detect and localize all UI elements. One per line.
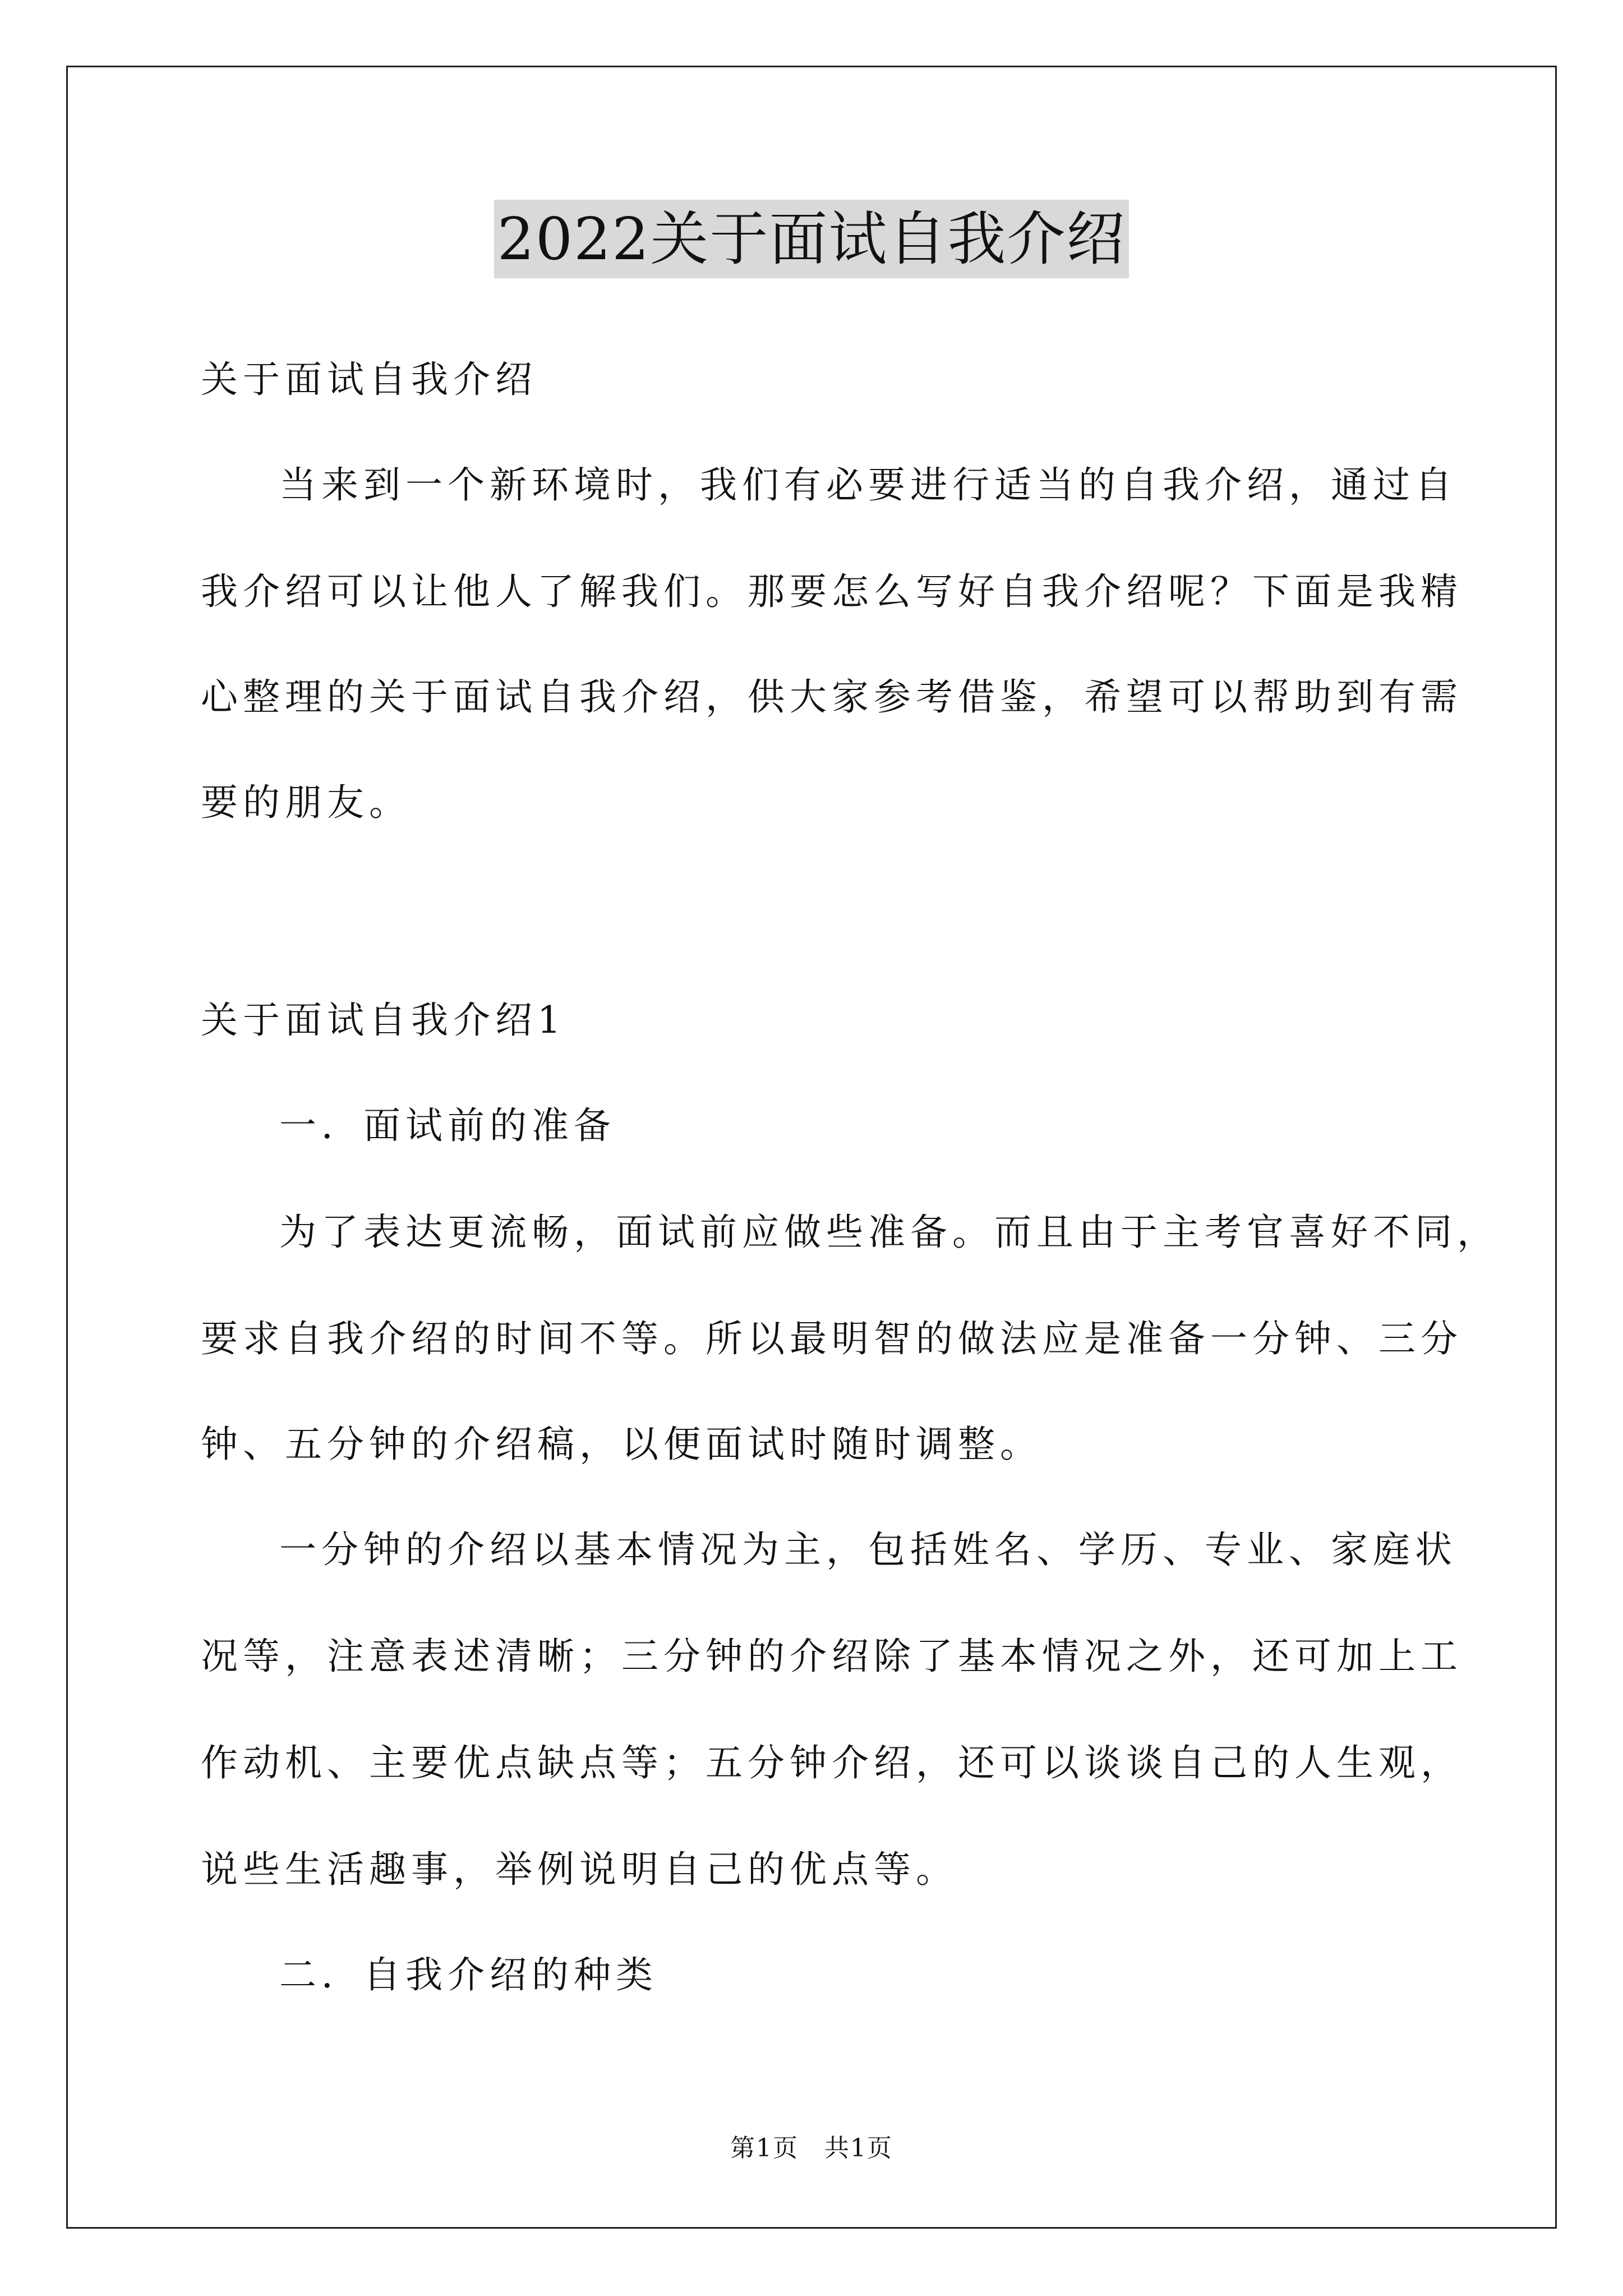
subsection-heading: 二．自我介绍的种类	[279, 1953, 658, 1996]
paragraph-line: 况等，注意表述清晰；三分钟的介绍除了基本情况之外，还可加上工	[201, 1635, 1463, 1678]
paragraph-line: 我介绍可以让他人了解我们。那要怎么写好自我介绍呢？下面是我精	[201, 570, 1463, 613]
paragraph-line: 心整理的关于面试自我介绍，供大家参考借鉴，希望可以帮助到有需	[201, 675, 1463, 719]
paragraph-line: 一分钟的介绍以基本情况为主，包括姓名、学历、专业、家庭状	[279, 1528, 1457, 1571]
title-container	[0, 200, 1623, 278]
page-footer: 第1页 共1页	[730, 2134, 893, 2162]
paragraph-line: 钟、五分钟的介绍稿，以便面试时随时调整。	[201, 1423, 1042, 1466]
subsection-heading: 一．面试前的准备	[279, 1104, 616, 1147]
section-heading: 关于面试自我介绍	[201, 358, 537, 401]
paragraph-line: 当来到一个新环境时，我们有必要进行适当的自我介绍，通过自	[279, 463, 1457, 507]
paragraph-line: 要的朋友。	[201, 781, 411, 824]
paragraph-line: 说些生活趣事，举例说明自己的优点等。	[201, 1848, 958, 1891]
paragraph-line: 作动机、主要优点缺点等；五分钟介绍，还可以谈谈自己的人生观，	[201, 1741, 1463, 1784]
paragraph-line: 要求自我介绍的时间不等。所以最明智的做法应是准备一分钟、三分	[201, 1317, 1463, 1360]
paragraph-line: 为了表达更流畅，面试前应做些准备。而且由于主考官喜好不同，	[279, 1211, 1499, 1254]
section-heading: 关于面试自我介绍1	[201, 999, 566, 1042]
document-title: 2022关于面试自我介绍	[494, 200, 1129, 278]
